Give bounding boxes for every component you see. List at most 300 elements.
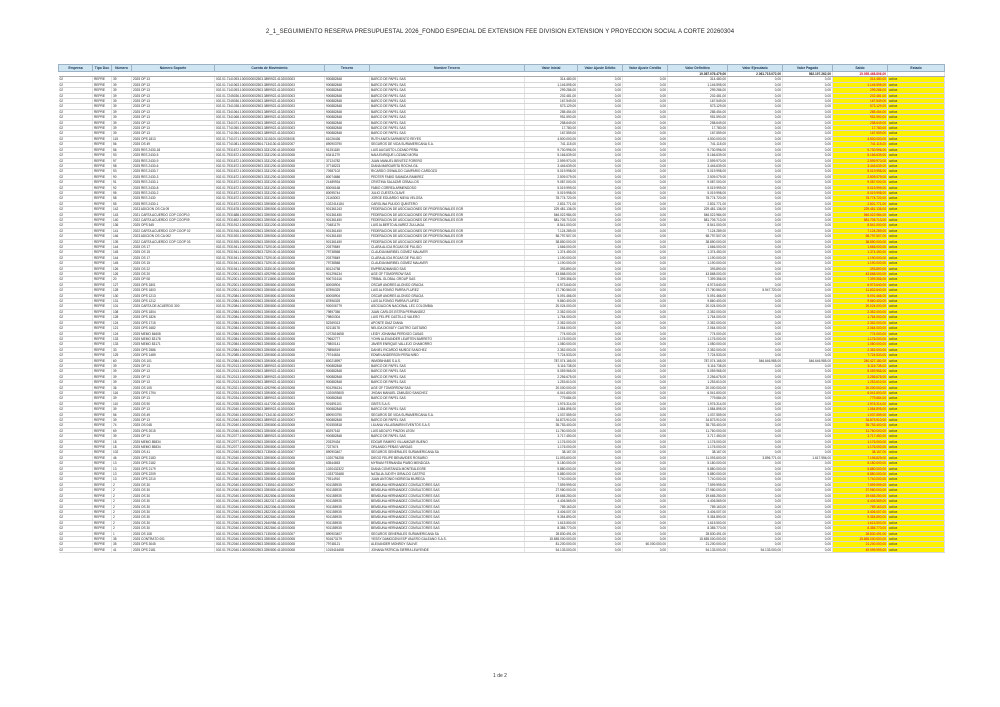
table-cell: 79856519 <box>325 347 370 352</box>
table-row <box>59 547 945 552</box>
table-cell: 2025 CONTRATO 001 <box>132 536 215 541</box>
saldo-cell: 3.406.007,00 <box>833 509 888 514</box>
estado-cell: activa <box>888 212 945 217</box>
table-cell: 1.253.610,00 <box>668 380 728 385</box>
table-cell: REPRE <box>93 331 112 336</box>
table-cell: 0,00 <box>783 347 833 352</box>
table-cell: 2025 OP 13 <box>132 104 215 109</box>
table-cell: 0,00 <box>728 385 783 390</box>
table-cell: 02 <box>59 455 93 460</box>
table-cell: 0,00 <box>783 531 833 536</box>
table-cell: 2023 ADICION OS CA 09 <box>132 207 215 212</box>
table-cell: 02 <box>59 136 93 141</box>
table-cell: 2025 OS 30 <box>132 515 215 520</box>
table-cell: 0,00 <box>728 482 783 487</box>
saldo-cell: 167.559,00 <box>833 131 888 136</box>
table-cell: 20329434 <box>325 439 370 444</box>
table-cell: 1033733488 <box>325 472 370 477</box>
table-cell: 0,00 <box>728 147 783 152</box>
table-cell: 02 <box>59 461 93 466</box>
table-cell: 0,00 <box>623 109 668 114</box>
table-cell: REPRE <box>93 185 112 190</box>
table-cell: 5.116.738,00 <box>525 363 578 368</box>
saldo-cell: 1.146.595,00 <box>833 82 888 87</box>
table-cell: 0,00 <box>728 336 783 341</box>
table-cell: 0,00 <box>783 520 833 525</box>
table-cell: 0,00 <box>623 293 668 298</box>
saldo-cell: 49.999.999,00 <box>833 547 888 552</box>
table-cell: 0,00 <box>783 255 833 260</box>
table-cell: 0,00 <box>623 401 668 406</box>
table-cell: 02 <box>59 493 93 498</box>
table-cell: FEDERACION DE ASOCIACIONES DE PROFESIONALES EGR <box>370 207 525 212</box>
table-cell: 951.590,00 <box>525 115 578 120</box>
table-cell: 002.01.7931672.1000000002503.3331200.4102003008 <box>215 185 325 190</box>
table-cell: 0,00 <box>728 223 783 228</box>
table-cell: 8.385.770,00 <box>668 526 728 531</box>
table-cell: 79738568 <box>325 250 370 255</box>
table-cell: 1015416458 <box>325 547 370 552</box>
table-cell: 0,00 <box>623 272 668 277</box>
table-cell: 258.649,00 <box>668 120 728 125</box>
table-cell: 1.617.956,00 <box>783 455 833 460</box>
table-cell: 2025 OP 13 <box>132 88 215 93</box>
table-cell: 0,00 <box>783 434 833 439</box>
table-cell: 39 <box>112 380 132 385</box>
table-cell: 02 <box>59 163 93 168</box>
table-cell: 124 <box>112 331 132 336</box>
table-cell: 78.774.720,00 <box>668 196 728 201</box>
table-cell: 002.01.7912085.1000000002503.3390800.4102003008 <box>215 353 325 358</box>
table-cell: 11.760.000,00 <box>668 428 728 433</box>
saldo-cell: 9.087.000,00 <box>833 180 888 185</box>
table-cell: 2025 OP 13 <box>132 120 215 125</box>
table-cell: BARCO DE PAPEL SAS <box>370 396 525 401</box>
table-header-row <box>59 65 945 72</box>
table-cell: 2 <box>112 526 132 531</box>
table-cell: SEGUROS DE VIDA SURAMERICANA S.A. <box>370 412 525 417</box>
table-cell: 0,00 <box>578 255 623 260</box>
table-cell: 02 <box>59 293 93 298</box>
table-cell: 02 <box>59 304 93 309</box>
table-cell: 002.01.7912040.1000000002503.2822806.4102003008 <box>215 493 325 498</box>
table-cell: 0,00 <box>783 223 833 228</box>
table-cell: 3.406.007,00 <box>525 509 578 514</box>
table-cell: REPRE <box>93 369 112 374</box>
table-cell: BARCO DE PAPEL SAS <box>370 407 525 412</box>
saldo-cell: 20.000.000,00 <box>833 385 888 390</box>
estado-cell: activa <box>888 493 945 498</box>
table-cell: REPRE <box>93 228 112 233</box>
table-cell: 9.730.996,00 <box>525 147 578 152</box>
table-cell: 0,00 <box>783 477 833 482</box>
table-cell: 002.01.7912001.1000000002503.4292990.4102003008 <box>215 272 325 277</box>
saldo-cell: 1.176.000,00 <box>833 445 888 450</box>
table-cell: 2.599.970,00 <box>668 158 728 163</box>
table-cell: 573.129,00 <box>525 104 578 109</box>
table-cell: 0,00 <box>623 212 668 217</box>
table-cell: 002.01.7912040.1000000002503.3390800.4102003008 <box>215 536 325 541</box>
table-cell: 02 <box>59 342 93 347</box>
table-cell: 2 <box>112 520 132 525</box>
table-cell: 002.01.7912001.1000000002503.3713800.4102003008 <box>215 277 325 282</box>
table-cell: 0,00 <box>578 245 623 250</box>
table-cell: 900882848 <box>325 434 370 439</box>
estado-cell: activa <box>888 115 945 120</box>
table-cell: 0,00 <box>728 331 783 336</box>
estado-cell: activa <box>888 147 945 152</box>
saldo-cell: 20.024.000,00 <box>833 304 888 309</box>
table-cell: 2025 RES 2430-1 <box>132 180 215 185</box>
table-cell: 0,00 <box>578 531 623 536</box>
table-cell: BARCO DE PAPEL SAS <box>370 369 525 374</box>
table-cell: 1.584.895,00 <box>525 407 578 412</box>
table-cell: 0,00 <box>728 266 783 271</box>
table-cell: 02 <box>59 472 93 477</box>
table-cell: 0,00 <box>783 190 833 195</box>
table-cell: 002.01.7912040.1000000002503.2822317.4102003008 <box>215 499 325 504</box>
table-cell: REPRE <box>93 99 112 104</box>
table-cell: 21489934 <box>325 180 370 185</box>
table-cell: 393.890,00 <box>525 266 578 271</box>
table-cell: 0,00 <box>578 185 623 190</box>
saldo-cell: 38.167,00 <box>833 450 888 455</box>
estado-cell: activa <box>888 390 945 395</box>
saldo-cell: 17.780,00 <box>833 126 888 131</box>
table-cell: REPRE <box>93 196 112 201</box>
table-cell: 3.446.639,00 <box>668 163 728 168</box>
table-cell: REPRE <box>93 363 112 368</box>
table-cell: 2025 OS 49 <box>132 142 215 147</box>
table-cell: 0,00 <box>623 347 668 352</box>
table-cell: 0,00 <box>728 180 783 185</box>
table-cell: 80008904 <box>325 282 370 287</box>
table-cell: 0,00 <box>623 353 668 358</box>
table-cell: 0,00 <box>728 315 783 320</box>
table-cell: 0,00 <box>728 477 783 482</box>
table-cell: 0,00 <box>578 293 623 298</box>
table-cell: 4.500.000,00 <box>525 136 578 141</box>
table-cell: 0,00 <box>578 509 623 514</box>
table-cell: 002.01.7912040.1000000002503.2822840.4102003008 <box>215 526 325 531</box>
table-cell: 573.129,00 <box>668 104 728 109</box>
table-cell: 2021 CARTA ACUERDO COP COOP10 <box>132 212 215 217</box>
table-cell: 0,00 <box>578 407 623 412</box>
table-cell: 02 <box>59 245 93 250</box>
estado-cell: activa <box>888 266 945 271</box>
table-cell: REPRE <box>93 282 112 287</box>
estado-cell: activa <box>888 520 945 525</box>
saldo-cell: 78.774.720,00 <box>833 196 888 201</box>
estado-cell: activa <box>888 385 945 390</box>
table-cell: 0,00 <box>578 482 623 487</box>
table-cell: 0,00 <box>623 234 668 239</box>
table-cell: 5.880.000,00 <box>525 472 578 477</box>
table-cell: 02 <box>59 520 93 525</box>
table-cell: 17.780,00 <box>668 126 728 131</box>
table-cell: 0,00 <box>783 336 833 341</box>
table-cell: 0,00 <box>728 428 783 433</box>
column-header: Valor Ejecutado <box>728 65 783 72</box>
table-cell: 002.01.7912040.1000000002503.2822300.4102003008 <box>215 509 325 514</box>
table-cell: REPRE <box>93 418 112 423</box>
table-cell: 0,00 <box>728 309 783 314</box>
table-cell: 3.406.007,00 <box>668 509 728 514</box>
table-cell: 02 <box>59 418 93 423</box>
table-cell: 002.01.7912040.1000000002503.3390800.4102003008 <box>215 488 325 493</box>
table-cell: 0,00 <box>578 466 623 471</box>
column-header: Tercero <box>325 65 370 72</box>
table-cell: 0,00 <box>623 163 668 168</box>
estado-cell: activa <box>888 234 945 239</box>
table-cell: 774.000,00 <box>525 331 578 336</box>
table-cell: 167.559,00 <box>668 131 728 136</box>
table-cell: AGE OF TOMORROW SAS <box>370 272 525 277</box>
estado-cell: activa <box>888 131 945 136</box>
table-cell: 0,00 <box>578 153 623 158</box>
estado-cell: activa <box>888 358 945 363</box>
table-cell: 0,00 <box>578 504 623 509</box>
table-cell: 02 <box>59 190 93 195</box>
saldo-cell: 9.730.996,00 <box>833 147 888 152</box>
table-cell: 0,00 <box>578 520 623 525</box>
table-cell: 0,00 <box>623 115 668 120</box>
saldo-cell: 6.973.640,00 <box>833 282 888 287</box>
table-cell: 0,00 <box>623 180 668 185</box>
table-cell: 1.176.000,00 <box>668 445 728 450</box>
table-cell: 1020693605 <box>325 390 370 395</box>
table-cell: 2025 RES 2430-9 <box>132 158 215 163</box>
table-cell: REPRE <box>93 272 112 277</box>
table-cell: REPRE <box>93 207 112 212</box>
table-cell: 789.163,00 <box>525 504 578 509</box>
table-cell: DIANA MARGARITA ROCHA GIL <box>370 163 525 168</box>
table-cell: 0,00 <box>578 542 623 547</box>
table-cell: 0,00 <box>623 466 668 471</box>
table-cell: 002.01.7931941.1000000002503.7329100.4102003008 <box>215 255 325 260</box>
table-cell: 0,00 <box>728 407 783 412</box>
table-cell: 74 <box>112 423 132 428</box>
table-cell: 779.684,00 <box>525 396 578 401</box>
table-cell: 546.022.984,00 <box>525 212 578 217</box>
table-cell: REPRE <box>93 190 112 195</box>
table-cell: LEIDY JOHANNA PERDIGO CASAS <box>370 331 525 336</box>
table-cell: 0,00 <box>578 299 623 304</box>
table-cell: 0,00 <box>578 212 623 217</box>
estado-cell: activa <box>888 342 945 347</box>
table-cell: 2025 OP 13 <box>132 126 215 131</box>
table-cell: 39 <box>112 104 132 109</box>
table-cell: 1.666.000,00 <box>525 245 578 250</box>
table-cell: 2025 RES 2430-1 <box>132 201 215 206</box>
estado-cell: activa <box>888 412 945 417</box>
table-cell: JULIO CUESTA OLAVE <box>370 190 525 195</box>
table-cell: 02 <box>59 115 93 120</box>
table-cell: REPRE <box>93 347 112 352</box>
total-definitivo: 19.087.076.479,00 <box>668 72 728 77</box>
table-cell: 39 <box>112 131 132 136</box>
table-cell: 0,00 <box>578 385 623 390</box>
table-cell: BEMDUNA HERNANDEZ CONSULTORES SAS <box>370 526 525 531</box>
table-cell: 1.146.595,00 <box>525 82 578 87</box>
table-cell: 0,00 <box>578 477 623 482</box>
table-cell: 0,00 <box>728 542 783 547</box>
table-cell: 2.352.000,00 <box>668 347 728 352</box>
table-cell: 0,00 <box>578 180 623 185</box>
table-cell: 002.01.7141063.1000000002503.3899922.4102003003 <box>215 82 325 87</box>
table-cell: 70987102 <box>325 169 370 174</box>
saldo-cell: 3.717.450,00 <box>833 434 888 439</box>
table-cell: REPRE <box>93 255 112 260</box>
table-cell: 02 <box>59 466 93 471</box>
table-cell: 60.000.000,00 <box>623 542 668 547</box>
table-cell: DIANA CONSTANZA MONTEALEGRE <box>370 466 525 471</box>
saldo-cell: 2.352.000,00 <box>833 309 888 314</box>
table-cell: EDGAR RAMIRO VILLAMIZAR BUENO <box>370 439 525 444</box>
table-cell: 202.481,00 <box>668 93 728 98</box>
table-cell: 002.01.7912040.1000000002503.2640956.4102003008 <box>215 520 325 525</box>
table-cell: BARCO DE PAPEL SAS <box>370 109 525 114</box>
table-cell: 80095744 <box>325 190 370 195</box>
table-cell: 02 <box>59 93 93 98</box>
table-cell: 900882848 <box>325 82 370 87</box>
table-cell: 002.01.7912040.1000000002504.7134130.4102002007 <box>215 412 325 417</box>
table-cell: 002.01.7912040.1000000002503.3390800.4102003008 <box>215 472 325 477</box>
table-cell: BARCO DE PAPEL SAS <box>370 434 525 439</box>
table-cell: 0,00 <box>783 331 833 336</box>
table-cell: 901155935 <box>325 509 370 514</box>
table-cell: 002.01.7912077.1000000002503.3899922.4102003003 <box>215 434 325 439</box>
table-cell: REPRE <box>93 261 112 266</box>
table-cell: 13 <box>112 466 132 471</box>
estado-cell: activa <box>888 82 945 87</box>
table-cell: 0,00 <box>578 131 623 136</box>
estado-cell: activa <box>888 126 945 131</box>
table-cell: 43.868.000,00 <box>668 272 728 277</box>
table-cell: 2 <box>112 515 132 520</box>
table-cell: 0,00 <box>783 472 833 477</box>
saldo-cell: 285.454,00 <box>833 109 888 114</box>
table-cell: 0,00 <box>578 266 623 271</box>
table-cell: 0,00 <box>728 326 783 331</box>
table-cell: 0,00 <box>623 407 668 412</box>
table-cell: 69 <box>112 428 132 433</box>
table-cell: 002.01.7912034.1000000002503.3899922.4102003003 <box>215 396 325 401</box>
table-cell: 80297162 <box>325 428 370 433</box>
estado-cell: activa <box>888 450 945 455</box>
table-cell: REPRE <box>93 299 112 304</box>
table-cell: 1.080.000,00 <box>525 342 578 347</box>
table-cell: 546.646.985,00 <box>728 358 783 363</box>
table-cell: 0,00 <box>578 88 623 93</box>
table-cell: REPRE <box>93 104 112 109</box>
estado-cell: activa <box>888 217 945 222</box>
table-cell: 167.559,00 <box>525 131 578 136</box>
table-cell: 0,00 <box>783 201 833 206</box>
table-cell: REPRE <box>93 77 112 82</box>
table-cell: 0,00 <box>623 374 668 379</box>
estado-cell: activa <box>888 336 945 341</box>
table-cell: 0,00 <box>728 212 783 217</box>
table-cell: 17.780.560,00 <box>668 288 728 293</box>
table-cell: 0,00 <box>623 82 668 87</box>
table-cell: 2023 ADICION OS CA 002 <box>132 234 215 239</box>
table-cell: 58.797.507,00 <box>525 234 578 239</box>
table-cell: 0,00 <box>783 369 833 374</box>
table-cell: 39 <box>112 126 132 131</box>
saldo-cell: 9.860.400,00 <box>833 299 888 304</box>
table-cell: 0,00 <box>783 82 833 87</box>
table-cell: 0,00 <box>578 423 623 428</box>
table-cell: 80124758 <box>325 266 370 271</box>
table-cell: 6.973.640,00 <box>668 282 728 287</box>
table-cell: 002.01.7741071.1000000002503.3115100.4102003008 <box>215 136 325 141</box>
saldo-cell: 1.374.450,00 <box>833 250 888 255</box>
table-cell: 0,00 <box>578 450 623 455</box>
table-cell: REPRE <box>93 472 112 477</box>
table-cell: 002.01.7912040.1000000002503.3899922.4102003003 <box>215 407 325 412</box>
estado-cell: activa <box>888 136 945 141</box>
table-cell: 2.352.000,00 <box>668 309 728 314</box>
table-cell: REPRE <box>93 493 112 498</box>
table-cell: FEDERACION DE ASOCIACIONES DE PROFESIONALES EGR <box>370 234 525 239</box>
table-cell: 1.976.314,00 <box>525 401 578 406</box>
estado-cell: activa <box>888 477 945 482</box>
saldo-cell: 6.041.600,00 <box>833 390 888 395</box>
table-cell: 002.01.7931672.1000000002503.3331200.4102003008 <box>215 174 325 179</box>
estado-cell: activa <box>888 304 945 309</box>
estado-cell: activa <box>888 196 945 201</box>
table-cell: ORLANDO PEÑAS VARGAS <box>370 445 525 450</box>
saldo-cell: 167.549,00 <box>833 99 888 104</box>
saldo-cell: 2.599.970,00 <box>833 158 888 163</box>
table-cell: 0,00 <box>623 342 668 347</box>
table-cell: 20.000.000,00 <box>525 385 578 390</box>
table-cell: 002.01.7931941.1000000002503.7329100.4102003008 <box>215 250 325 255</box>
table-cell: 002.01.7931672.1000000002503.3331200.4102003008 <box>215 158 325 163</box>
table-cell: 02 <box>59 88 93 93</box>
table-cell: REPRE <box>93 390 112 395</box>
table-cell: 002.01.7912021.1000000002503.4292990.4102003008 <box>215 385 325 390</box>
table-cell: GBITS S.A.S. <box>370 401 525 406</box>
table-cell: 5.180.000,00 <box>525 461 578 466</box>
table-cell: 0,00 <box>728 207 783 212</box>
table-cell: 0,00 <box>783 401 833 406</box>
table-cell: BARCO DE PAPEL SAS <box>370 131 525 136</box>
table-cell: REPRE <box>93 385 112 390</box>
table-cell: 2025 OP 13 <box>132 93 215 98</box>
table-cell: 0,00 <box>783 250 833 255</box>
table-cell: 02 <box>59 439 93 444</box>
table-cell: 1.190.000,00 <box>525 255 578 260</box>
table-cell: 002.01.7912013.1000000002503.3899922.4102003003 <box>215 363 325 368</box>
table-cell: 0,00 <box>728 390 783 395</box>
table-cell: 0,00 <box>578 115 623 120</box>
table-cell: 1.374.450,00 <box>668 250 728 255</box>
total-ejecutado: 2.061.715.072,00 <box>728 72 783 77</box>
table-cell: 0,00 <box>578 315 623 320</box>
table-cell: 0,00 <box>623 136 668 141</box>
estado-cell: activa <box>888 374 945 379</box>
table-cell: 0,00 <box>578 223 623 228</box>
table-cell: CAROLINA PULIDO QUINTERO <box>370 201 525 206</box>
table-cell: RUTH ANITA SARMIENTO REYES <box>370 136 525 141</box>
estado-cell: activa <box>888 542 945 547</box>
table-cell: YESSY DAMGOZNI ESP VALERO GALEANO S.A.S. <box>370 536 525 541</box>
table-cell: 39 <box>112 120 132 125</box>
table-cell: 0,00 <box>578 418 623 423</box>
table-cell: 0,00 <box>783 439 833 444</box>
